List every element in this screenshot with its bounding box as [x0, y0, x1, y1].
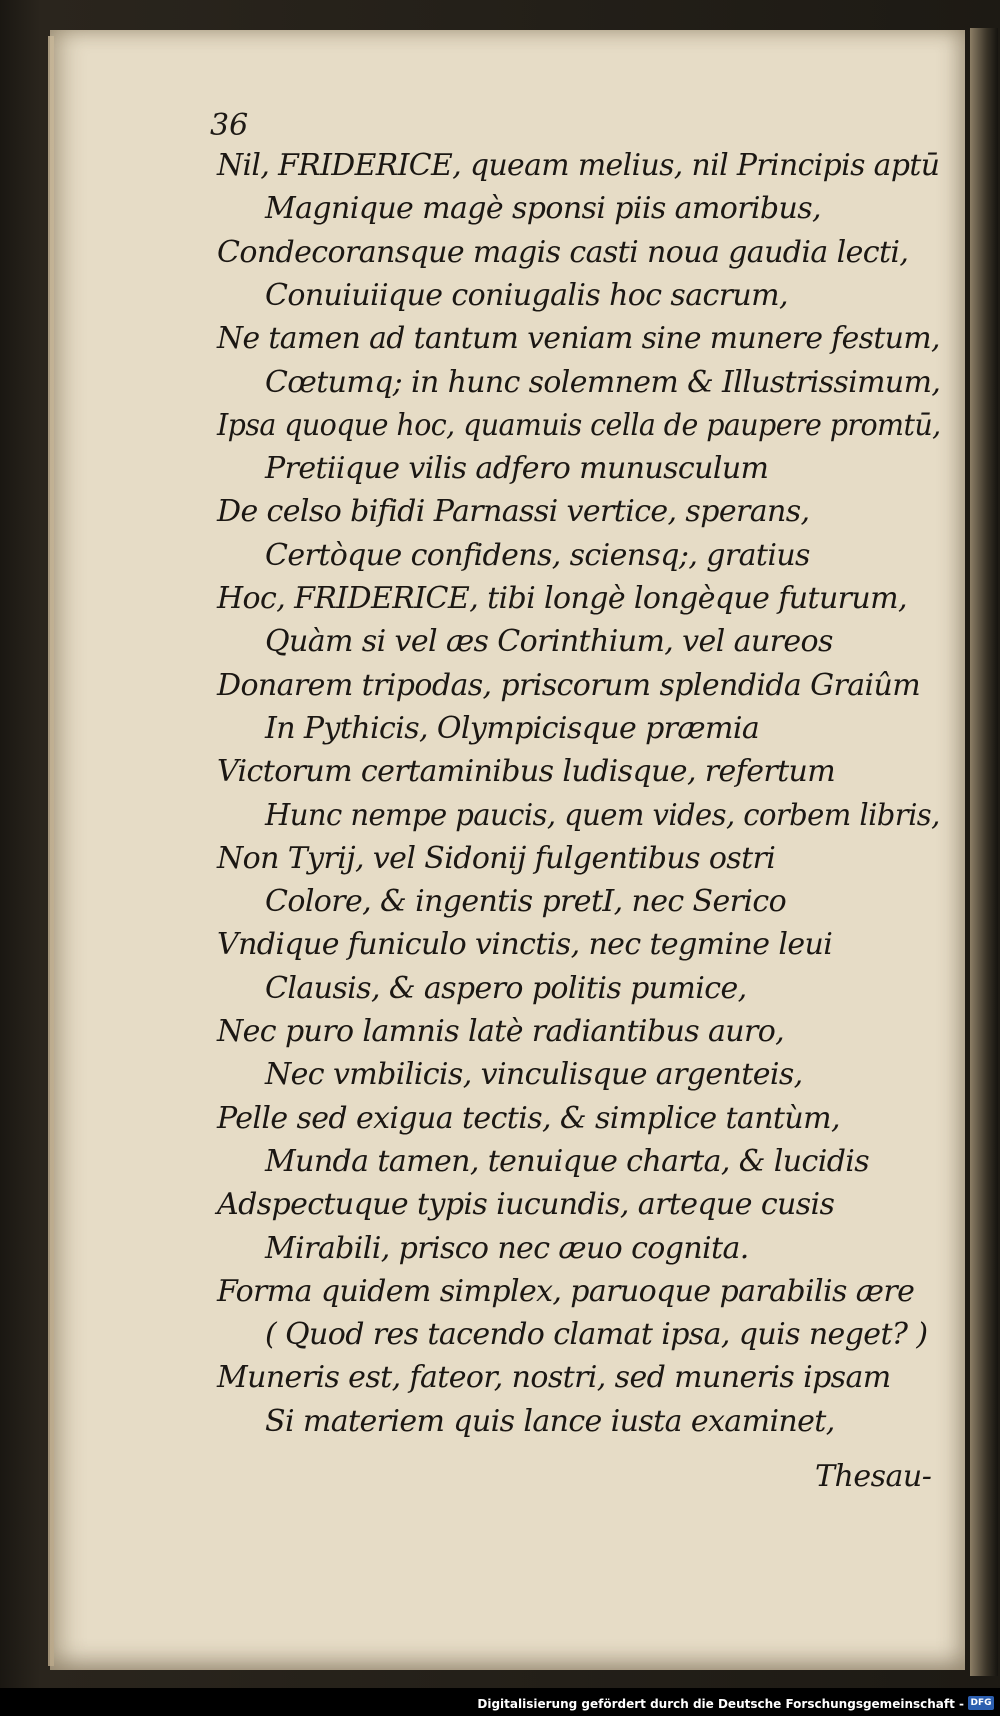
verse-line: Conuiuiique coniugalis hoc sacrum,	[265, 277, 788, 313]
verse-line: Certòque confidens, sciensq;, gratius	[265, 537, 810, 573]
verse-line: Hoc, FRIDERICE, tibi longè longèque futurum,	[217, 581, 907, 616]
verse-line: Muneris est, fateor, nostri, sed muneris ipsam	[217, 1360, 891, 1396]
verse-line: Munda tamen, tenuique charta, & lucidis	[265, 1143, 870, 1179]
verse-line: In Pythicis, Olympicisque præmia	[265, 710, 760, 746]
verse-line: Non Tyrij, vel Sidonij fulgentibus ostri	[217, 840, 776, 876]
verse-line: Nec puro lamnis latè radiantibus auro,	[217, 1014, 785, 1049]
page-number: 36	[210, 108, 249, 143]
verse-line: Vndique funiculo vinctis, nec tegmine leui	[217, 927, 833, 963]
verse-line: Pelle sed exigua tectis, & simplice tantùm,	[217, 1100, 840, 1136]
verse-line: Forma quidem simplex, paruoque parabilis ære	[217, 1273, 915, 1309]
verse-line: Ne tamen ad tantum veniam sine munere festum,	[217, 321, 940, 357]
verse-line: Si materiem quis lance iusta examinet,	[265, 1403, 835, 1439]
verse-line: Condecoransque magis casti noua gaudia lecti,	[217, 234, 909, 270]
verse-line: Nil, FRIDERICE, queam melius, nil Principis aptū	[217, 148, 940, 183]
verse-line: Quàm si vel æs Corinthium, vel aureos	[265, 624, 833, 660]
verse-line: Colore, & ingentis pretI, nec Serico	[265, 884, 787, 920]
verse-line: Clausis, & aspero politis pumice,	[265, 970, 747, 1006]
verse-line: Adspectuque typis iucundis, arteque cusis	[217, 1187, 835, 1223]
verse-line: Magnique magè sponsi piis amoribus,	[265, 191, 821, 227]
dfg-logo-icon: DFG	[968, 1696, 994, 1710]
footer-credit: Digitalisierung gefördert durch die Deutsche Forschungsgemeinschaft -	[477, 1697, 964, 1711]
verse-line: Pretiique vilis adfero munusculum	[265, 451, 769, 487]
verse-line: Ipsa quoque hoc, quamuis cella de paupere promtū,	[217, 407, 941, 443]
verse-line: Cœtumq; in hunc solemnem & Illustrissimum,	[265, 364, 941, 400]
verse-line: Donarem tripodas, priscorum splendida Graiûm	[217, 667, 921, 703]
verse-line: Victorum certaminibus ludisque, refertum	[217, 754, 836, 790]
verse-line: De celso bifidi Parnassi vertice, sperans,	[217, 494, 810, 530]
verse-line: Nec vmbilicis, vinculisque argenteis,	[265, 1057, 803, 1093]
catchword: Thesau-	[815, 1459, 932, 1494]
verse-line: ( Quod res tacendo clamat ipsa, quis neget? )	[265, 1317, 928, 1353]
verse-line: Hunc nempe paucis, quem vides, corbem libris,	[265, 797, 940, 833]
verse-line: Mirabili, prisco nec æuo cognita.	[265, 1230, 749, 1266]
